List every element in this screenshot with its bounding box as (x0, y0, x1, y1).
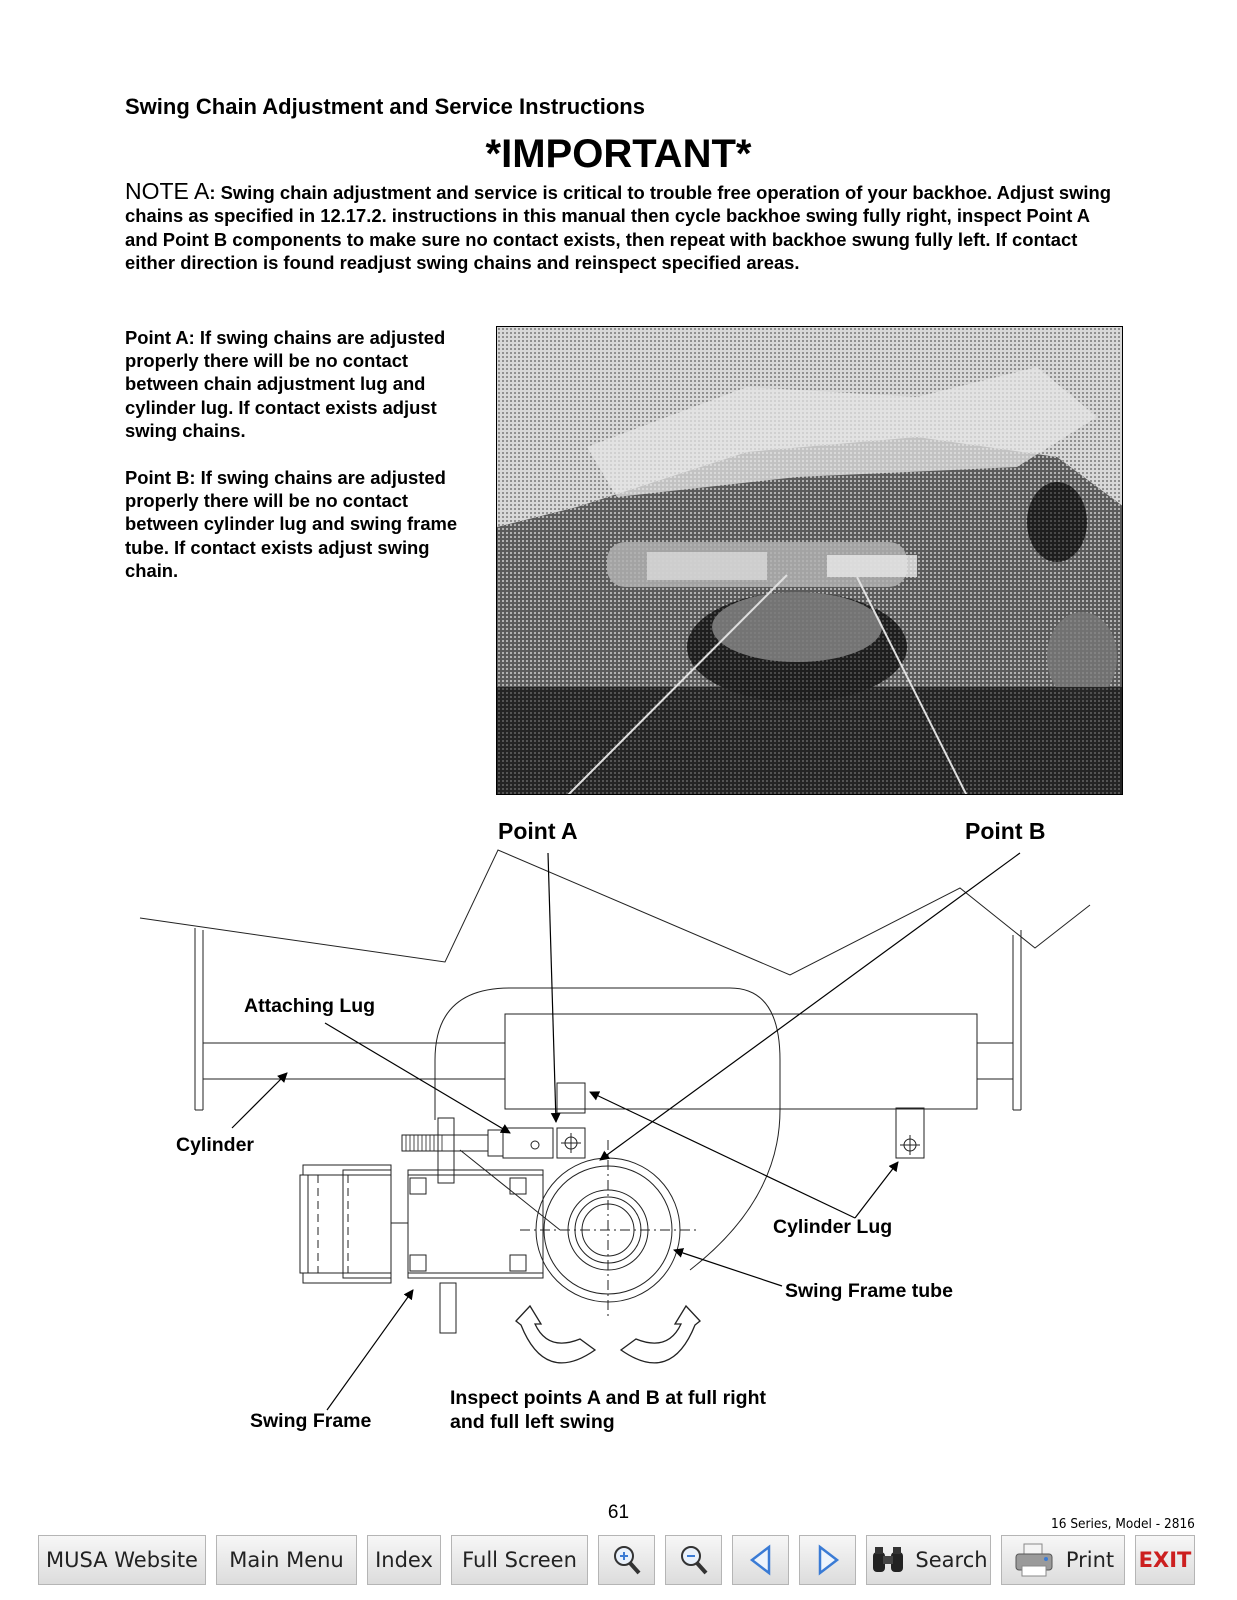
navigation-bar (38, 1535, 1203, 1587)
point-a-label: Point A (498, 818, 578, 844)
note-a-lead: NOTE A (125, 178, 210, 204)
cylinder-lug-label: Cylinder Lug (773, 1216, 893, 1238)
zoom-in-button[interactable] (598, 1535, 655, 1585)
previous-page-button[interactable] (732, 1535, 789, 1585)
binoculars-icon (869, 1544, 909, 1576)
point-b-description: Point B: If swing chains are adjusted properly there will be no contact between cylinder lug and swing frame tube. If contact exists adjust swing chain. (125, 467, 458, 581)
magnifier-minus-icon (678, 1544, 710, 1576)
swing-frame-tube-label: Swing Frame tube (785, 1280, 953, 1302)
point-a-description: Point A: If swing chains are adjusted properly there will be no contact between chain adjustment lug and cylinder lug. If contact exists adjust swing chains. (125, 327, 446, 441)
print-button[interactable]: Print (1001, 1535, 1125, 1585)
series-model-label: 16 Series, Model - 2816 (1051, 1516, 1195, 1532)
main-menu-button[interactable]: Main Menu (216, 1535, 357, 1585)
note-a-body: : Swing chain adjustment and service is critical to trouble free operation of your backhoe. Adjust swing chains as specified in 12.17.2. instructions in this manual then cycle backhoe swing fully right, inspect Point A and Point B components to make sure no contact exists, then repeat with backhoe swung fully left. If contact either direction is found readjust swing chains and reinspect specified areas. (125, 182, 1112, 274)
inspect-line-1: Inspect points A and B at full right (450, 1387, 766, 1409)
triangle-right-icon (814, 1544, 842, 1576)
musa-website-button[interactable]: MUSA Website (38, 1535, 206, 1585)
attaching-lug-label: Attaching Lug (244, 995, 376, 1017)
swing-frame-label: Swing Frame (250, 1410, 372, 1432)
important-heading: *IMPORTANT* (485, 132, 752, 176)
zoom-out-button[interactable] (665, 1535, 722, 1585)
printer-icon (1012, 1542, 1060, 1578)
next-page-button[interactable] (799, 1535, 856, 1585)
search-button[interactable]: Search (866, 1535, 991, 1585)
point-b-label: Point B (965, 818, 1046, 844)
exit-button[interactable]: EXIT (1135, 1535, 1195, 1585)
document-title: Swing Chain Adjustment and Service Instructions (125, 94, 645, 119)
full-screen-button[interactable]: Full Screen (451, 1535, 588, 1585)
page-number: 61 (607, 1502, 630, 1523)
cylinder-label: Cylinder (176, 1134, 255, 1156)
magnifier-plus-icon (611, 1544, 643, 1576)
index-button[interactable]: Index (367, 1535, 441, 1585)
triangle-left-icon (747, 1544, 775, 1576)
inspect-line-2: and full left swing (450, 1411, 615, 1433)
